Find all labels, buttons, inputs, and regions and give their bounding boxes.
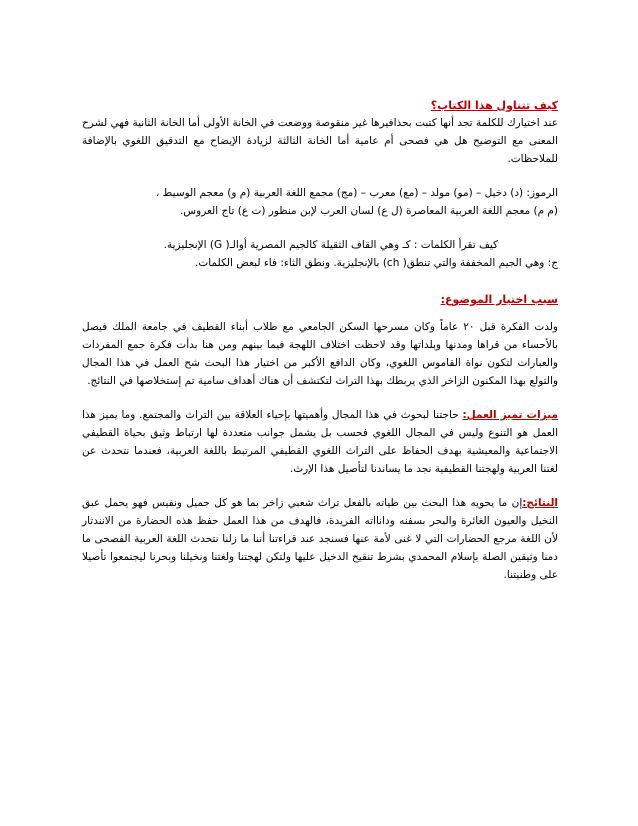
features-body: حاجتنا لبحوث في هذا المجال وأهميتها بإحياء العلاقة بين التراث والمجتمع. وما يميز هذا العمل هو التنوع وليس في المجال اللغوي فحسب بل يشمل جوانب متعددة لها ارتباط وثيق بحياة القطيفي الاجتماعية والمعيشية بهدف الحفاظ على التراث اللغوي القطيفي المرتبط باللغة العربية، فعندما نتحدث عن لغتنا العربية ولهجتنا القطيفية نجد ما يساندنا لتأصيل هذا الإرث.: [82, 409, 558, 475]
features-lead: ميزات تميز العمل:: [462, 409, 558, 421]
section-results: [82, 494, 558, 584]
section-features: [82, 406, 558, 478]
symbols-line-1: الرموز: (د) دخيل – (مو) مولد – (مع) معرب – (مج) مجمع اللغة العربية (م و) معجم الوسيط ،: [155, 187, 558, 199]
results-lead: النتائج:: [522, 497, 558, 509]
results-body: إن ما يحويه هذا البحث بين طياته بالفعل تراث شعبي زاخر بما هو كل جميل ونفيس فهو يحمل عبق النخيل والعيون الغائرة والبحر بسفنه ودانااته الفريدة، فالهدف من هذا العمل حفظ هذه الحضارة من الانندثار لأن اللغة مرجع الحضارات التي لا غنى لأمة عنها فسنجد عند قراءتنا أننا ما زلنا نتحدث اللغة العربية الفصحى ما دمنا وثيقين الصلة بإسلام المحمدي بشرط تنقيح الدخيل عليها ولتكن لهجتنا ولغتنا ونخيلنا وبحرنا ليجتمعوا تأصيلا على وطنيتنا.: [82, 497, 558, 581]
document-page: [82, 98, 558, 584]
section-body-reason: ولدت الفكرة قبل ٢٠ عاماً وكان مسرحها السكن الجامعي مع طلاب أبناء القطيف في جامعة الملك فيصل بالأحساء من قراها ومدنها وبلداتها وقد لاحظت اختلاف اللهجة فيما بينهم ومن هنا بدأت فكرة جمع المفردات والعبارات لتكون نواة القاموس اللغوي، وكان الدافع الأكبر من اختيار هذا البحث شح العمل في هذا المجال والتولع بهذا المكنون الزاخر الذي يربطك بهذا التراث لتكتشف أن هناك أهداف سامية تم إستخلاصها في النتائج.: [82, 321, 559, 387]
section-body-how: عند اختيارك للكلمة تجد أنها كتبت بحذافيرها غير منقوصة ووضعت في الخانة الأولى أما الخانة الثانية فهي لشرح المعنى مع التوضيح هل هي فصحى أم عامية أما الخانة الثالثة لزيادة الإيضاح مع التدقيق اللغوي بالإضافة للملاحظات.: [82, 117, 558, 165]
symbols-line-2: (م م) معجم اللغة العربية المعاصرة (ل ع) لسان العرب لإبن منظور (ت ع) تاج العروس.: [179, 205, 558, 217]
section-title-reason: سبب اختيار الموضوع:: [440, 293, 558, 306]
reading-line-1: كيف تقرأ الكلمات : كـ وهي القاف الثقيلة كالجيم المصرية أوالـ( G) الإنجليزية.: [163, 239, 498, 251]
section-title-how: كيف تتناول هذا الكتاب؟: [430, 99, 558, 112]
reading-line-2: ج: وهي الجيم المخففة والتي تنطق( ch) بالإنجليزية. ونطق الثاء: فاء لبعض الكلمات.: [195, 257, 558, 269]
